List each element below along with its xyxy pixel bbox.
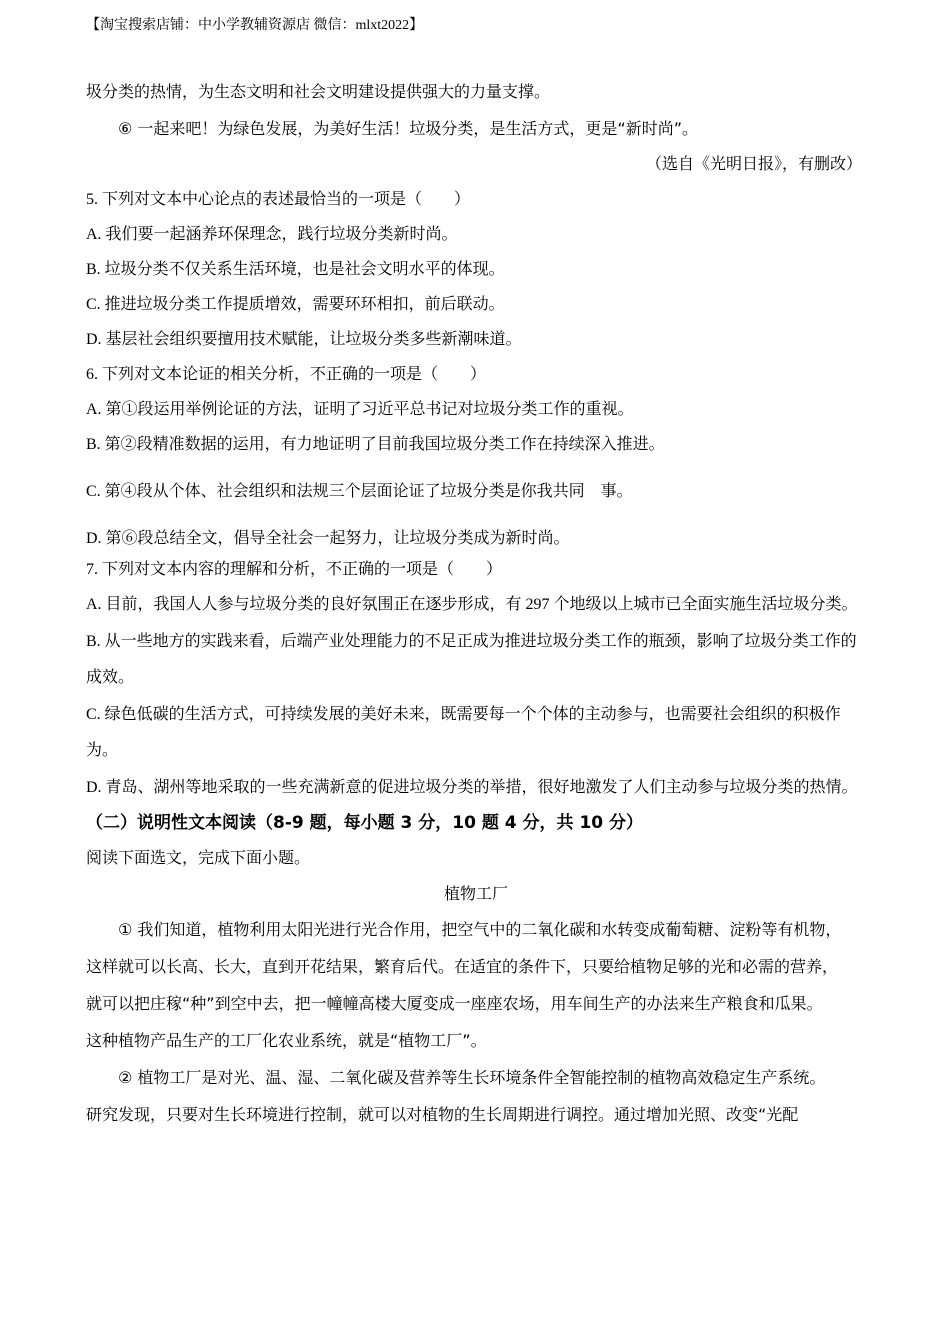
question-6-option-a: A. 第①段运用举例论证的方法，证明了习近平总书记对垃圾分类工作的重视。 — [86, 401, 634, 418]
section-2-instruction: 阅读下面选文，完成下面小题。 — [86, 850, 311, 867]
document-body — [86, 76, 866, 1133]
question-7-option-b: B. 从一些地方的实践来看，后端产业处理能力的不足正成为推进垃圾分类工作的瓶颈，影响了垃圾分类工作的成效。 — [86, 632, 857, 686]
question-6-option-d: D. 第⑥段总结全文，倡导全社会一起努力，让垃圾分类成为新时尚。 — [86, 530, 570, 547]
article-paragraph-1-line-4: 这种植物产品生产的工厂化农业系统，就是“植物工厂”。 — [86, 1031, 487, 1050]
source-citation: （选自《光明日报》，有删改） — [645, 156, 862, 173]
question-5-option-a: A. 我们要一起涵养环保理念，践行垃圾分类新时尚。 — [86, 226, 458, 243]
article-paragraph-1-line-2: 这样就可以长高、长大，直到开花结果，繁育后代。在适宜的条件下，只要给植物足够的光和必需的营养， — [86, 957, 839, 976]
article-paragraph-1-line-3: 就可以把庄稼“种”到空中去，把一幢幢高楼大厦变成一座座农场，用车间生产的办法来生产粮食和瓜果。 — [86, 994, 823, 1013]
question-7-stem: 7. 下列对文本内容的理解和分析，不正确的一项是（ ） — [86, 561, 503, 578]
question-6-option-c: C. 第④段从个体、社会组织和法规三个层面论证了垃圾分类是你我共同 事。 — [86, 483, 633, 500]
article-title: 植物工厂 — [443, 884, 508, 903]
article-paragraph-2-line-1: ② 植物工厂是对光、温、湿、二氧化碳及营养等生长环境条件全智能控制的植物高效稳定生产系统。 — [118, 1068, 826, 1087]
question-5-option-c: C. 推进垃圾分类工作提质增效，需要环环相扣，前后联动。 — [86, 296, 505, 313]
question-5-stem: 5. 下列对文本中心论点的表述最恰当的一项是（ ） — [86, 191, 471, 208]
paragraph-6: ⑥ 一起来吧！为绿色发展，为美好生活！垃圾分类，是生活方式，更是“新时尚”。 — [118, 119, 699, 138]
question-7-option-d: D. 青岛、湖州等地采取的一些充满新意的促进垃圾分类的举措，很好地激发了人们主动参与垃圾分类的热情。 — [86, 778, 858, 796]
question-6-option-b: B. 第②段精准数据的运用，有力地证明了目前我国垃圾分类工作在持续深入推进。 — [86, 436, 665, 453]
article-paragraph-2-line-2: 研究发现，只要对生长环境进行控制，就可以对植物的生长周期进行调控。通过增加光照、改变“光配 — [86, 1105, 799, 1124]
page-header: 【淘宝搜索店铺：中小学教辅资源店 微信：mlxt2022】 — [86, 18, 424, 33]
question-6-stem: 6. 下列对文本论证的相关分析，不正确的一项是（ ） — [86, 366, 487, 383]
article-paragraph-1-line-1: ① 我们知道，植物利用太阳光进行光合作用，把空气中的二氧化碳和水转变成葡萄糖、淀粉等有机物， — [118, 920, 842, 939]
question-5-option-d: D. 基层社会组织要擅用技术赋能，让垃圾分类多些新潮味道。 — [86, 331, 522, 348]
question-7-option-c: C. 绿色低碳的生活方式，可持续发展的美好未来，既需要每一个个体的主动参与，也需要社会组织的积极作为。 — [86, 705, 841, 759]
paragraph-5-end: 圾分类的热情，为生态文明和社会文明建设提供强大的力量支撑。 — [86, 82, 551, 101]
question-5-option-b: B. 垃圾分类不仅关系生活环境，也是社会文明水平的体现。 — [86, 261, 505, 278]
question-7-option-a: A. 目前，我国人人参与垃圾分类的良好氛围正在逐步形成，有 297 个地级以上城市已全面实施生活垃圾分类。 — [86, 596, 858, 613]
section-2-heading: （二）说明性文本阅读（8-9 题，每小题 3 分，10 题 4 分，共 10 分） — [86, 813, 644, 833]
